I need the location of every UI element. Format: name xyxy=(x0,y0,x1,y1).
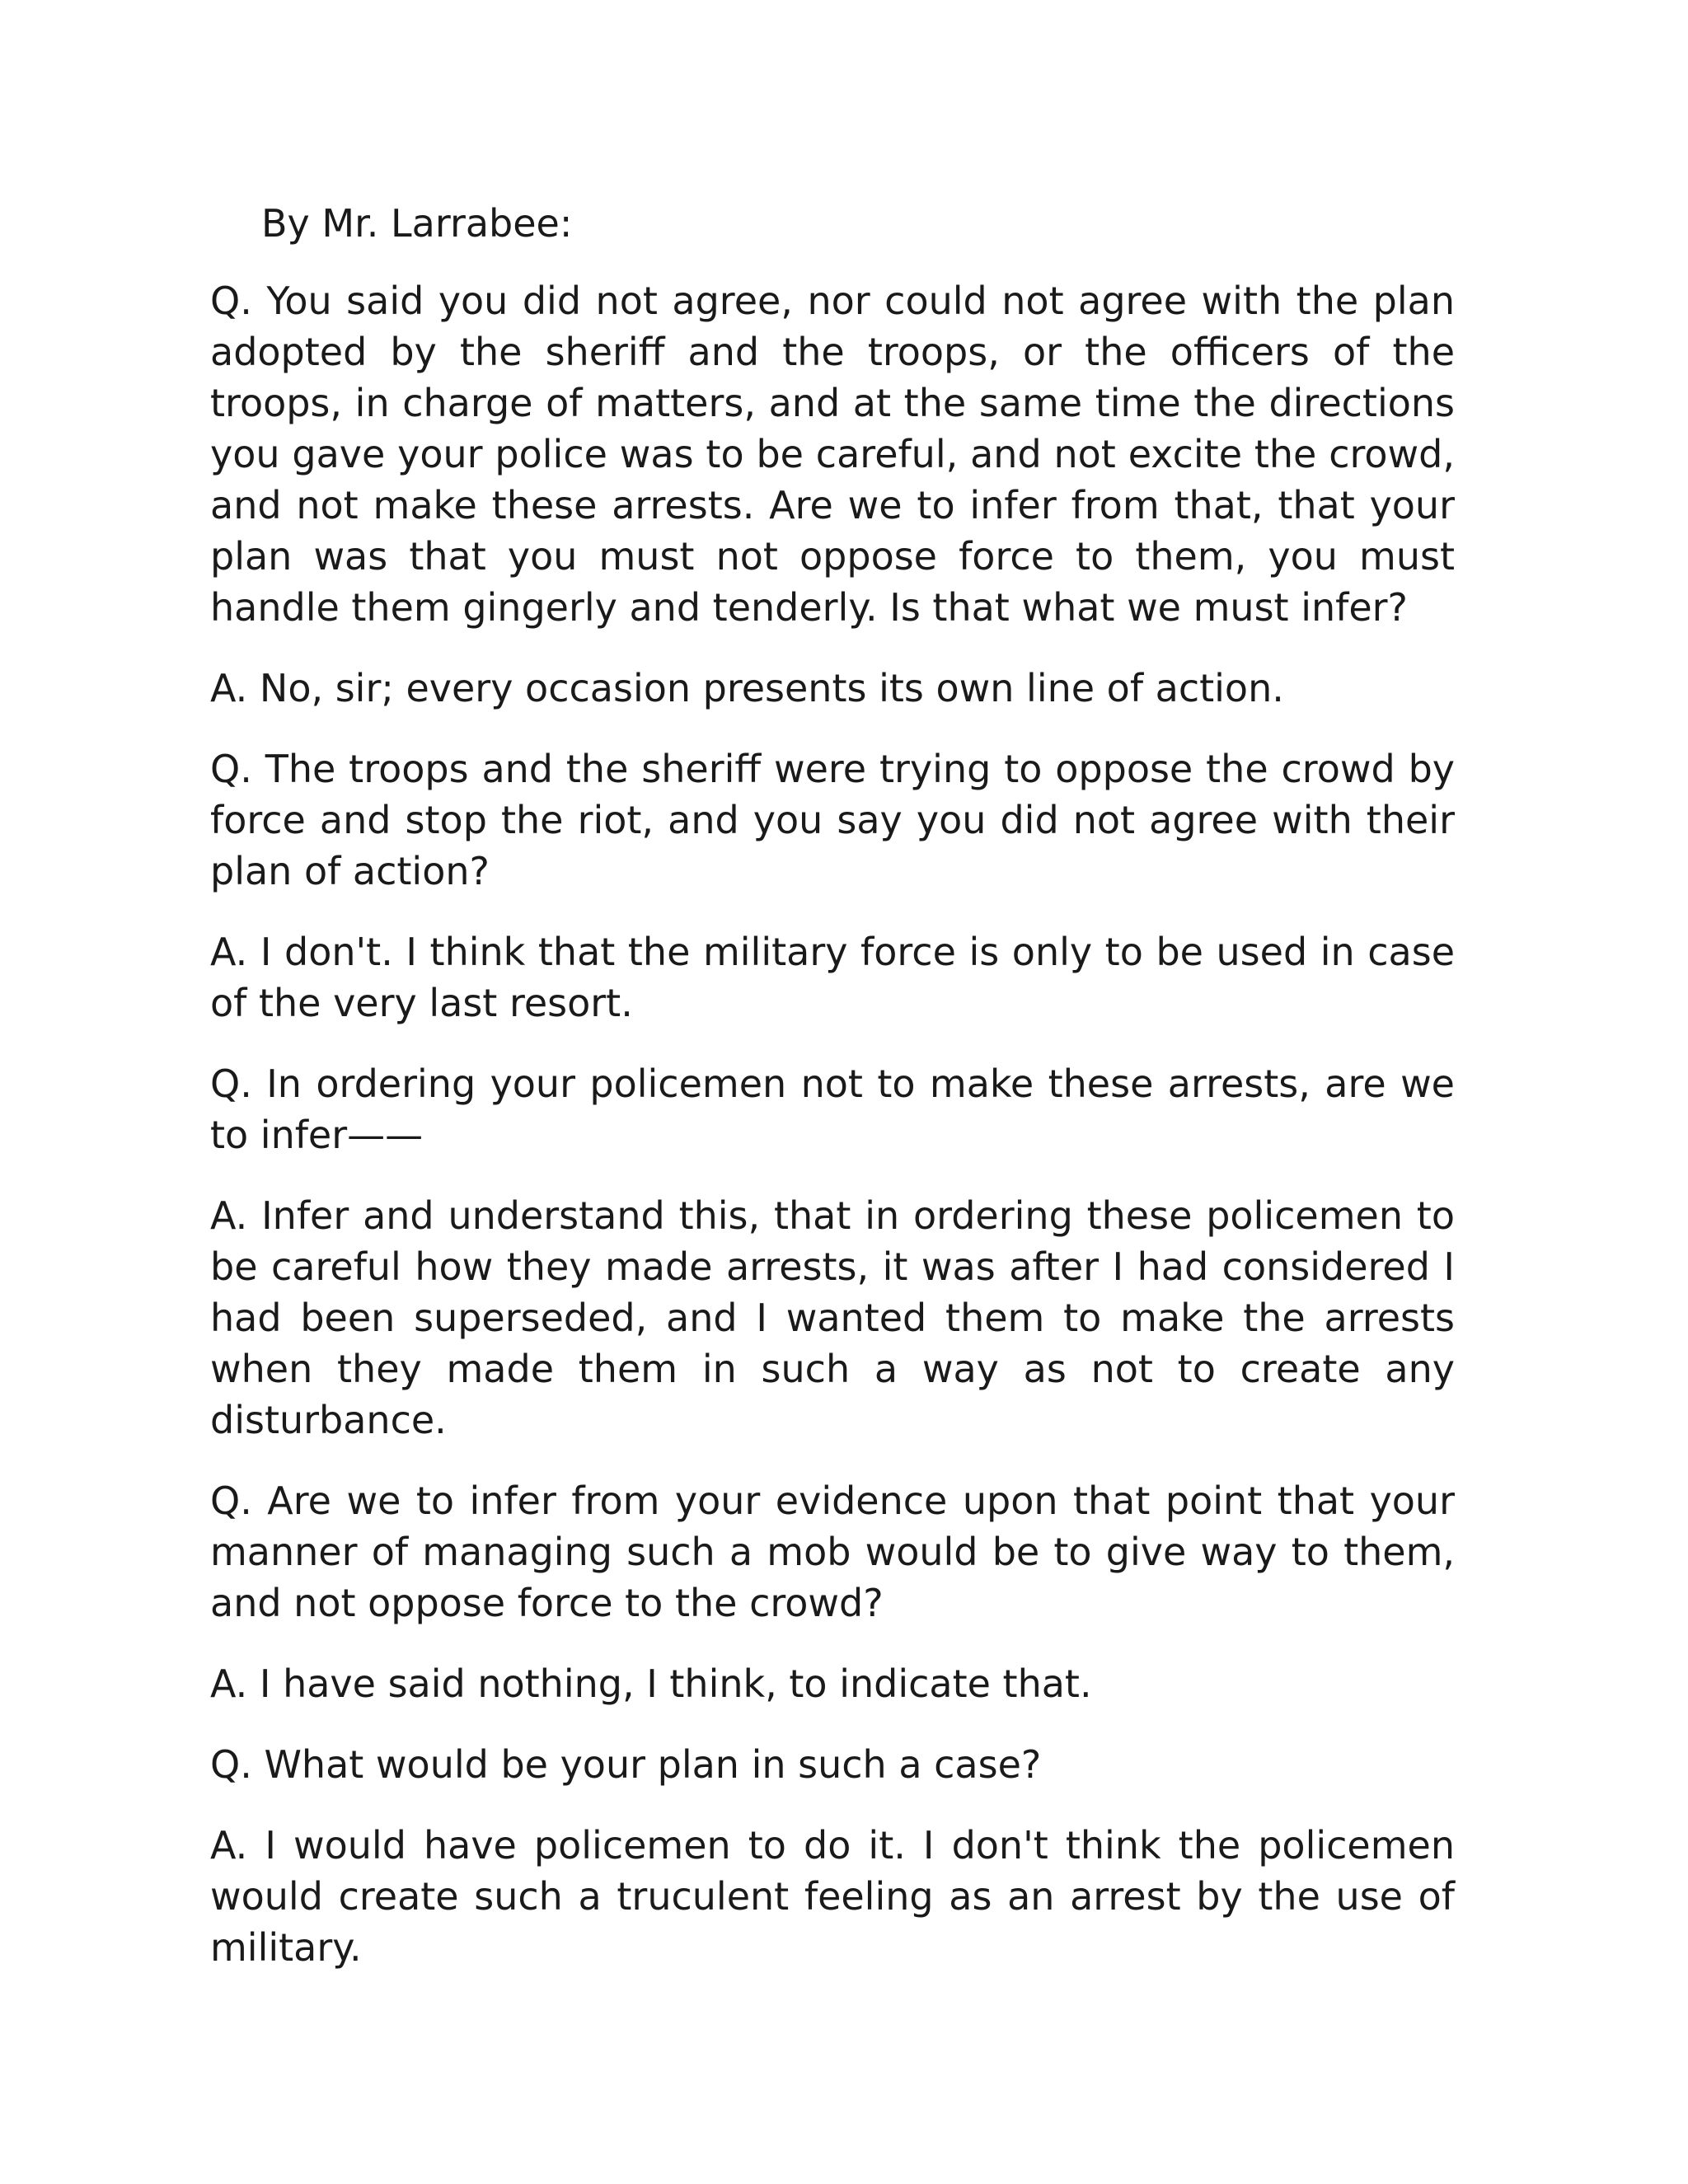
speaker-line: By Mr. Larrabee: xyxy=(261,201,573,246)
answer-paragraph: A. I have said nothing, I think, to indicate that. xyxy=(210,1661,1092,1706)
answer-paragraph: A. I would have policemen to do it. I don't think the policemen would create such a truculent feeling as an arrest by the use of military. xyxy=(210,1823,1455,1970)
question-paragraph: Q. Are we to infer from your evidence upon that point that your manner of managing such a mob would be to give way to them, and not oppose force to the crowd? xyxy=(210,1479,1455,1625)
answer-paragraph: A. Infer and understand this, that in ordering these policemen to be careful how they made arrests, it was after I had considered I had been superseded, and I wanted them to make the arrests when they made them in such a way as not to create any disturbance. xyxy=(210,1193,1455,1442)
question-paragraph: Q. In ordering your policemen not to make these arrests, are we to infer—— xyxy=(210,1062,1455,1157)
answer-paragraph: A. No, sir; every occasion presents its own line of action. xyxy=(210,666,1284,710)
document-page xyxy=(210,198,1455,2003)
question-paragraph: Q. You said you did not agree, nor could not agree with the plan adopted by the sheriff and the troops, or the officers of the troops, in charge of matters, and at the same time the directions you gave your police was to be careful, and not excite the crowd, and not make these arrests. Are we to infer from that, that your plan was that you must not oppose force to them, you must handle them gingerly and tenderly. Is that what we must infer? xyxy=(210,279,1455,630)
question-paragraph: Q. The troops and the sheriff were trying to oppose the crowd by force and stop the riot, and you say you did not agree with their plan of action? xyxy=(210,747,1455,893)
question-paragraph: Q. What would be your plan in such a case? xyxy=(210,1742,1042,1787)
answer-paragraph: A. I don't. I think that the military force is only to be used in case of the very last resort. xyxy=(210,930,1455,1025)
